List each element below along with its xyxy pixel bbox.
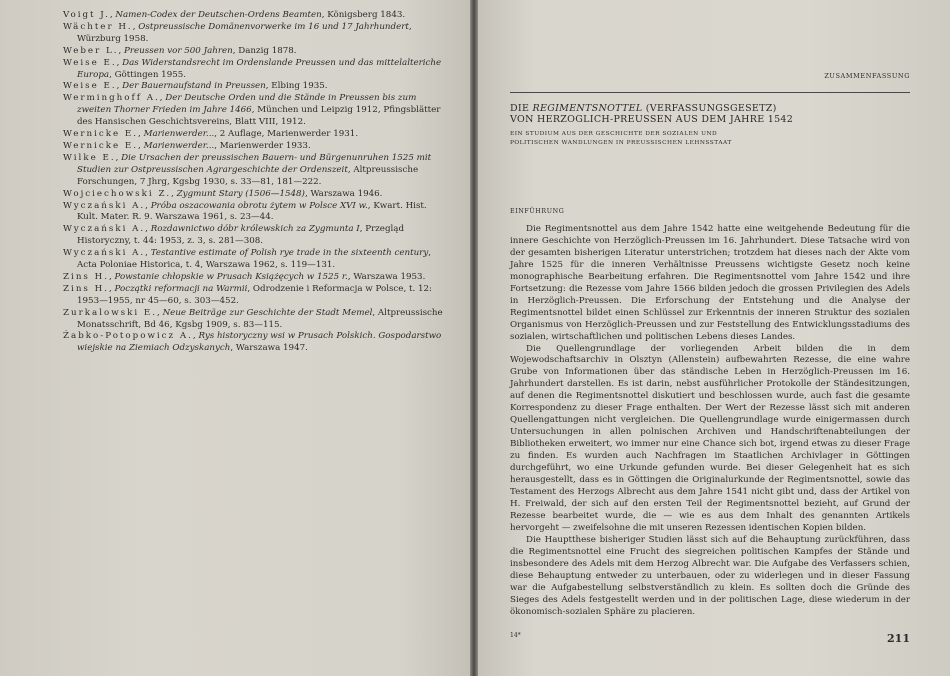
author-name: Voigt J.	[63, 10, 110, 20]
entry-text: , Altpreussische Forschungen, 7 Jhrg, Kgsbg 1930, s. 33—81, 181—222.	[77, 164, 419, 187]
book-gutter	[470, 0, 478, 676]
entry-text: ,	[145, 224, 151, 235]
work-title: Preussen vor 500 Jahren	[124, 45, 233, 56]
work-title: Rozdawnictwo dóbr królewskich za Zygmunta I	[150, 224, 360, 235]
left-page	[0, 0, 470, 676]
work-title: Powstanie chłopskie w Prusach Książęcych w 1525 r.	[114, 271, 348, 282]
author-name: Wächter H.	[63, 21, 133, 32]
entry-text: ,	[132, 21, 139, 32]
entry-text: , Altpreussische Monatsschrift, Bd 46, Kgsbg 1909, s. 83—115.	[77, 307, 443, 330]
work-title: Die Ursachen der preussischen Bauern- und Bürgenunruhen 1525 mit Studien zur Ostpreussischen Agrargeschichte der Ordenszeit	[77, 152, 432, 175]
author-name: Zins H.	[63, 271, 109, 282]
bibliography-entry	[63, 10, 446, 22]
bibliography-entry	[63, 248, 446, 272]
entry-text: , Danzig 1878.	[232, 45, 297, 56]
bibliography-entry	[63, 93, 446, 129]
author-name: Wernicke E.	[63, 140, 139, 151]
entry-text: , 2 Auflage, Marienwerder 1931.	[214, 129, 359, 140]
entry-text: , München und Leipzig 1912, Pfingsblätter des Hansischen Geschichtsvereins, Blatt VIII, 1912.	[77, 105, 441, 128]
running-header: ZUSAMMENFASSUNG	[824, 72, 910, 80]
title-post: (VERFASSUNGSGESETZ)	[642, 103, 777, 114]
subtitle-line-2: POLITISCHEN WANDLUNGEN IN PREUSSISCHEN LEHNSSTAAT	[510, 139, 732, 146]
entry-text: ,	[159, 93, 166, 104]
bibliography-entry	[63, 46, 446, 58]
bibliography-entry	[63, 308, 446, 332]
entry-text: , Göttingen 1955.	[109, 69, 187, 80]
work-title: Testantive estimate of Polish rye trade in the sixteenth century	[150, 248, 429, 259]
entry-text: , Odrodzenie i Reformacja w Polsce, t. 12: 1953—1955, nr 45—60, s. 303—452.	[77, 283, 432, 306]
entry-text: ,	[138, 129, 144, 140]
entry-text: , Königsberg 1843.	[321, 10, 406, 20]
work-title: Neue Beiträge zur Geschichte der Stadt Memel	[162, 307, 373, 318]
entry-text: ,	[118, 45, 125, 56]
entry-text: , Warszawa 1953.	[347, 271, 426, 282]
work-title: Namen-Codex der Deutschen-Ordens Beamten	[115, 10, 322, 20]
author-name: Żabko-Potopowicz A.	[63, 331, 193, 342]
paragraph: Die Hauptthese bisheriger Studien lässt sich auf die Behauptung zurückführen, dass die Regimentsnottel eine Frucht des siegreichen politischen Kampfes der Stände und insbesondere des Adels mit dem Herzog Albrecht war. Die Aufgabe des Verfassers schien, diese Behauptung entweder zu unterbauen, oder zu widerlegen und in dieser Fassung war die Aufgabestellung selbstverständlich zu klein. Es sollten doch die Gründe des Sieges des Adels festgestellt werden und in der politischen Lage, diese wiederum in der ökonomisch-sozialen Sphäre zu placieren.	[510, 534, 910, 617]
bibliography-entry	[63, 81, 446, 93]
entry-text: ,	[192, 331, 199, 342]
bibliography-entry	[63, 272, 446, 284]
author-name: Zins H.	[63, 283, 109, 294]
bibliography-entry	[63, 58, 446, 82]
title-block	[510, 103, 910, 147]
work-title: Próba oszacowania obrotu żytem w Polsce XVI w.	[150, 200, 368, 211]
header-rule	[510, 92, 910, 93]
entry-text: ,	[116, 81, 123, 92]
entry-text: ,	[145, 200, 151, 211]
entry-text: , Elbing 1935.	[265, 81, 328, 92]
subtitle-line-1: EIN STUDIUM AUS DER GESCHICHTE DER SOZIALEN UND	[510, 131, 718, 137]
work-title: Marienwerder...	[143, 140, 215, 151]
entry-text: ,	[109, 10, 116, 20]
paragraph: Die Quellengrundlage der vorliegenden Arbeit bilden die in dem Wojewodschaftsarchiv in Olsztyn (Allenstein) aufbewahrten Rezesse, die eine wahre Grube von Informationen über das ständische Leben in Herzöglich-Preussen im 16. Jahrhundert darstellen. Es ist darin, nebst ausführlicher Protokolle der Ständesitzungen, auf denen die Regimentsnottel diskutiert und beschlossen wurde, auch fast die gesamte Korrespondenz zu dieser Frage enthalten. Der Wert der Rezesse lässt sich mit anderen Quellengattungen nicht vergleichen. Die Quellengrundlage wurde einigermassen durch Untersuchungen in allen polnischen Archiven und Handschriftenabteilungen der Bibliotheken erweitert, wo immer nur eine Chance sich bot, irgend etwas zu dieser Frage zu finden. Es wurden auch Nachfragen im Staatlichen Archivlager in Göttingen durchgeführt, wo eine Urkunde gefunden wurde. Bei dieser Gelegenheit hat es sich herausgestellt, dass es in Göttingen die Originalurkunde der Regimentsnottel, sowie das Testament des Herzogs Albrecht aus dem Jahre 1541 nicht gibt und, dass der Artikel von H. Freiwald, der sich auf den ersten Teil der Regimentsnottel bezieht, auf Grund der Rezesse bearbeitet wurde, die — wie es aus dem Inhalt des genannten Artikels hervorgeht — zweifelsohne die mit unseren Rezessen identischen Kopien bilden.	[510, 343, 910, 533]
author-name: Wyczański A.	[63, 200, 146, 211]
author-name: Wyczański A.	[63, 248, 146, 259]
bibliography-entry	[63, 22, 446, 46]
entry-text: , Kwart. Hist. Kult. Mater. R. 9. Warszawa 1961, s. 23—44.	[77, 200, 427, 223]
title-line-1	[510, 103, 910, 114]
work-title: Das Widerstandsrecht im Ordenslande Preussen und das mittelalteriche Europa	[77, 57, 442, 80]
author-name: Zurkalowski E.	[63, 307, 158, 318]
author-name: Weise E.	[63, 81, 117, 92]
author-name: Wyczański A.	[63, 224, 146, 235]
entry-text: ,	[115, 152, 122, 163]
entry-text: ,	[145, 248, 151, 259]
author-name: Weber L.	[63, 45, 119, 56]
entry-text: , Warszawa 1946.	[304, 188, 383, 199]
right-page	[478, 0, 950, 676]
work-title: Marienwerder...	[143, 129, 215, 140]
author-name: Wernicke E.	[63, 129, 139, 140]
bibliography-entry	[63, 153, 446, 189]
author-name: Wilke E.	[63, 152, 116, 163]
entry-text: , Przegląd Historyczny, t. 44: 1953, z. 3, s. 281—308.	[77, 224, 405, 247]
bibliography-list	[63, 10, 446, 355]
work-title: Początki reformacji na Warmii	[114, 283, 248, 294]
bibliography-entry	[63, 129, 446, 141]
entry-text: , Acta Poloniae Historica, t. 4, Warszawa 1962, s. 119—131.	[77, 248, 431, 271]
work-title: Ostpreussische Domänenvorwerke im 16 und 17 Jahrhundert	[138, 21, 409, 32]
entry-text: , Marienwerder 1933.	[214, 140, 311, 151]
entry-text: ,	[171, 188, 177, 199]
body-text	[510, 224, 910, 618]
bibliography-entry	[63, 189, 446, 201]
bibliography-entry	[63, 224, 446, 248]
title-line-2: VON HERZOGLICH-PREUSSEN AUS DEM JAHRE 1542	[510, 114, 794, 125]
section-heading: EINFÜHRUNG	[510, 208, 565, 215]
entry-text: ,	[108, 283, 115, 294]
author-name: Werminghoff A.	[63, 93, 160, 104]
author-name: Wojciechowski Z.	[63, 188, 172, 199]
subtitle	[510, 130, 910, 147]
entry-text: ,	[138, 140, 144, 151]
work-title: Rys historyczny wsi w Prusach Polskich. Gospodarstwo wiejskie na Ziemiach Odzyskanych	[77, 331, 442, 354]
bibliography-entry	[63, 201, 446, 225]
entry-text: ,	[157, 307, 163, 318]
author-name: Weise E.	[63, 57, 117, 68]
paragraph: Die Regimentsnottel aus dem Jahre 1542 hatte eine weitgehende Bedeutung für die innere Geschichte von Herzöglich-Preussen im 16. Jahrhundert. Diese Tatsache wird von der gesamten bisherigen Literatur unterstrichen; trotzdem hat dieses nach der Akte vom Jahre 1525 für die inneren Verhältnisse Preussens wichtigste Gesetz noch keine monographische Bearbeitung erfahren. Die Regimentsnottel vom Jahre 1542 und ihre Fortsetzung: die Rezesse vom Jahre 1566 bilden jedoch die grossen Privilegien des Adels in Herzöglich-Preussen. Die Erforschung der Entstehung und die Analyse der Regimentsnottel bildet einen Schlüssel zur Erkenntnis der inneren Struktur des sozialen Organismus von Herzöglich-Preussen und zur Feststellung des Entwicklungsstadiums des sozialen, wirtschaftlichen und politischen Lebens dieses Landes.	[510, 224, 910, 342]
entry-text: ,	[108, 271, 115, 282]
entry-text: , Würzburg 1958.	[77, 21, 412, 44]
bibliography-entry	[63, 141, 446, 153]
entry-text: ,	[116, 57, 123, 68]
work-title: Der Bauernaufstand in Preussen	[122, 81, 266, 92]
bibliography-entry	[63, 284, 446, 308]
title-pre: DIE	[510, 103, 533, 114]
title-italic: REGIMENTSNOTTEL	[532, 103, 643, 114]
entry-text: , Warszawa 1947.	[230, 343, 308, 354]
bibliography-entry	[63, 331, 446, 355]
work-title: Der Deutsche Orden und die Stände in Preussen bis zum zweiten Thorner Frieden im Jahre 1466	[77, 93, 417, 116]
page-number: 211	[887, 632, 910, 645]
work-title: Zygmunt Stary (1506—1548)	[176, 188, 305, 199]
signature-mark: 14*	[510, 632, 521, 639]
